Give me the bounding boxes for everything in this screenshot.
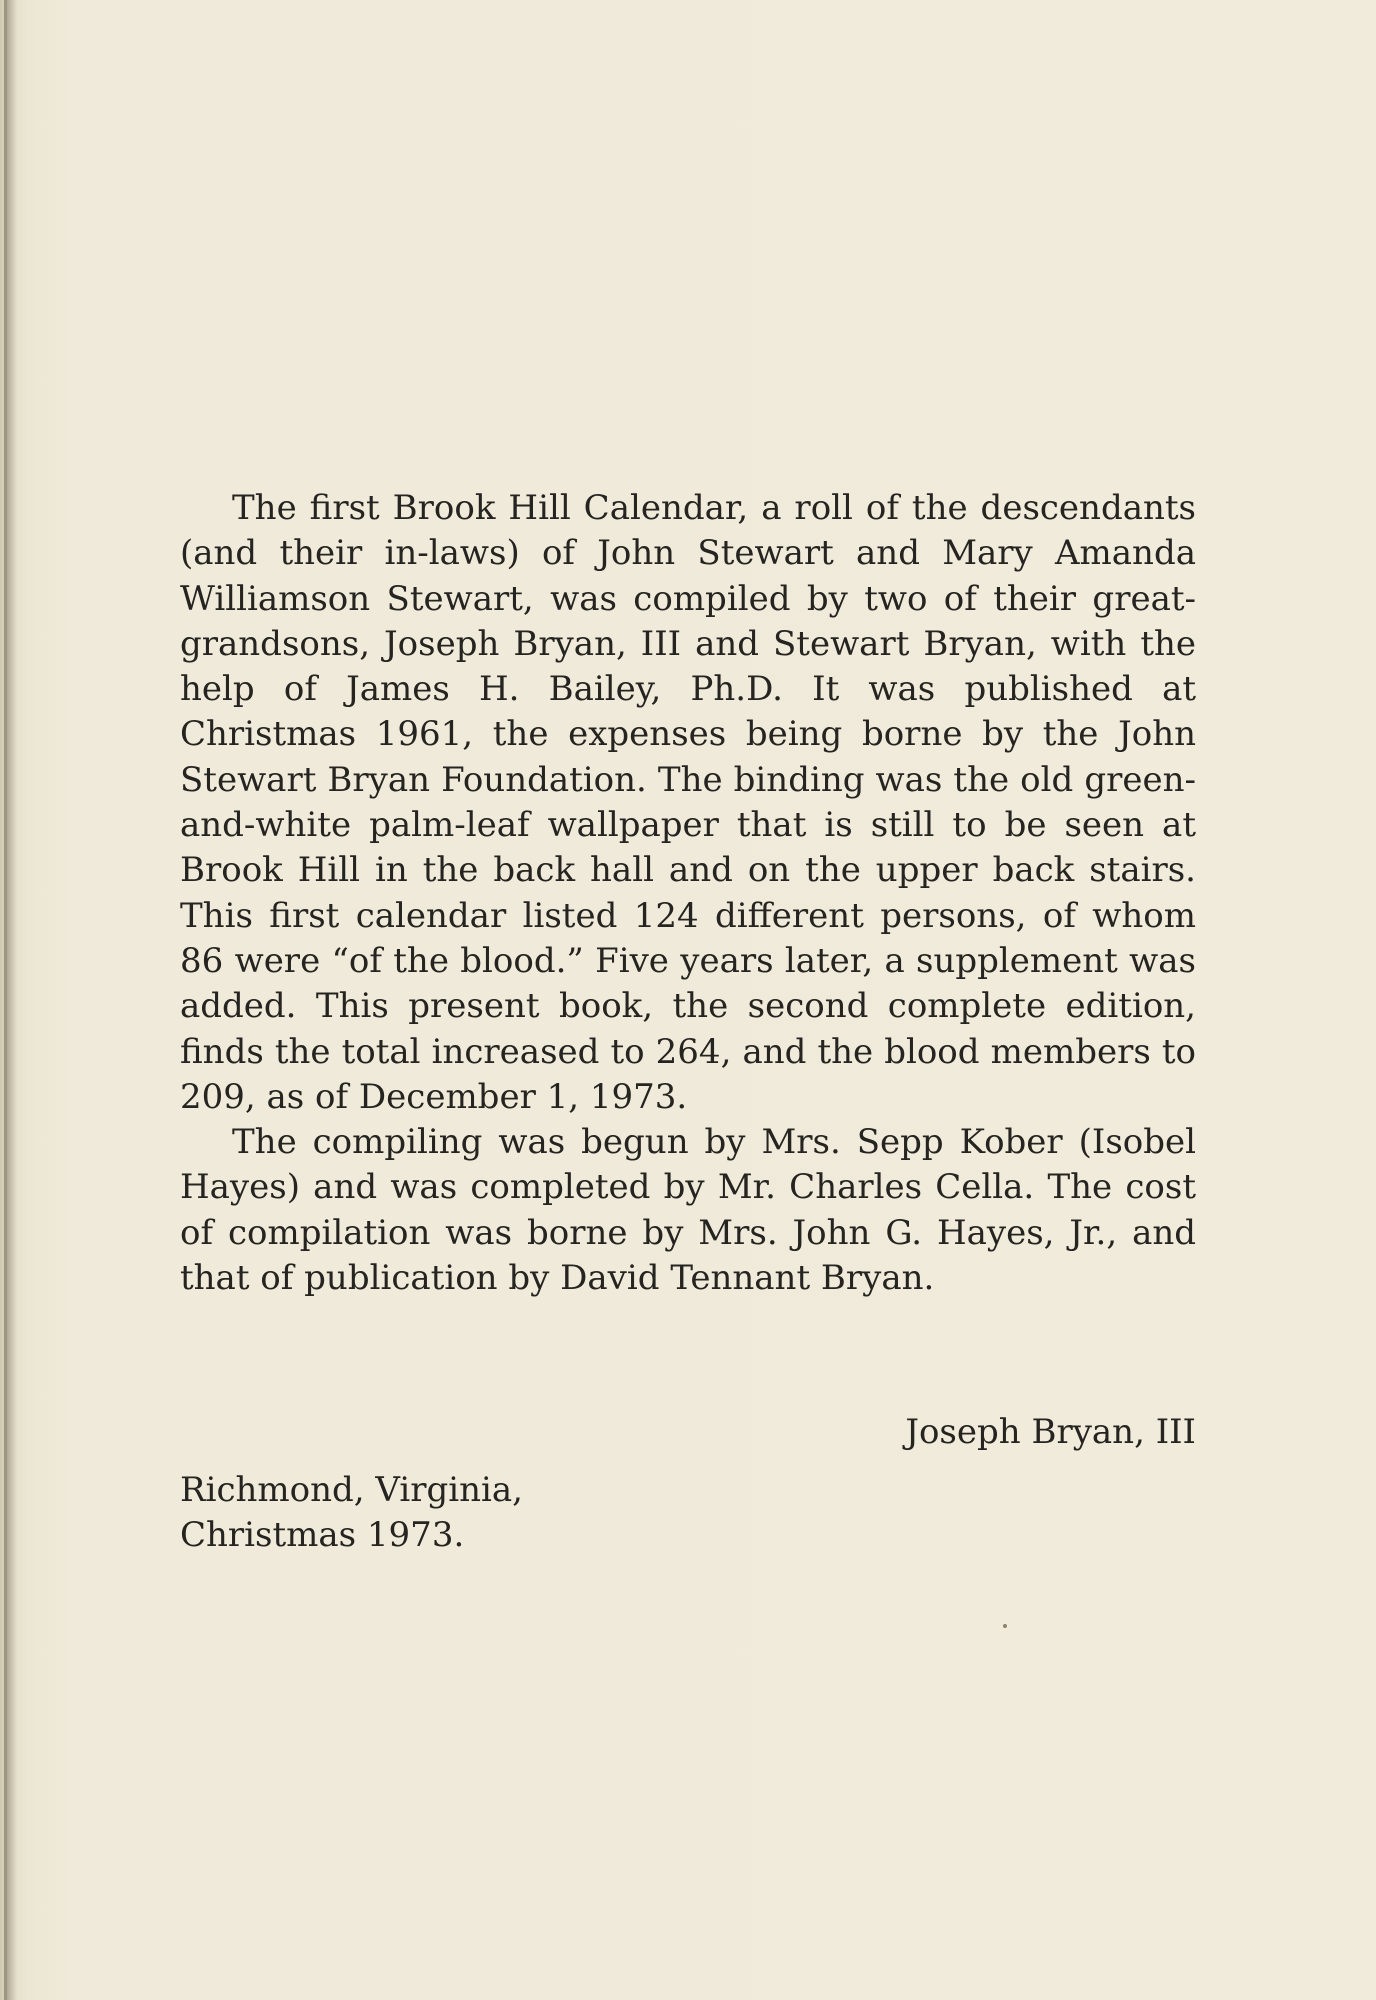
author-signature: Joseph Bryan, III [905, 1412, 1196, 1452]
date-line: Christmas 1973. [180, 1515, 465, 1555]
preface-paragraph-2: The compiling was begun by Mrs. Sepp Kober (Isobel Hayes) and was completed by Mr. Charles Cella. The cost of compilation was borne by Mrs. John G. Hayes, Jr., and that of publication by David Tennant Bryan. [180, 1122, 1196, 1299]
place-line: Richmond, Virginia, [180, 1470, 523, 1510]
preface-text [180, 486, 1196, 1301]
paper-speck [1003, 1624, 1007, 1628]
page-gutter-shadow [7, 0, 17, 2000]
preface-paragraph-1: The first Brook Hill Calendar, a roll of the descendants (and their in-laws) of John Stewart and Mary Amanda Williamson Stewart, was compiled by two of their great-grandsons, Joseph Bryan, III and Stewart Bryan, with the help of James H. Bailey, Ph.D. It was published at Christmas 1961, the expenses being borne by the John Stewart Bryan Foundation. The binding was the old green-and-white palm-leaf wallpaper that is still to be seen at Brook Hill in the back hall and on the upper back stairs. This first calendar listed 124 different persons, of whom 86 were “of the blood.” Five years later, a supplement was added. This present book, the second complete edition, finds the total increased to 264, and the blood members to 209, as of December 1, 1973. [180, 488, 1196, 1117]
place-and-date [180, 1468, 523, 1558]
